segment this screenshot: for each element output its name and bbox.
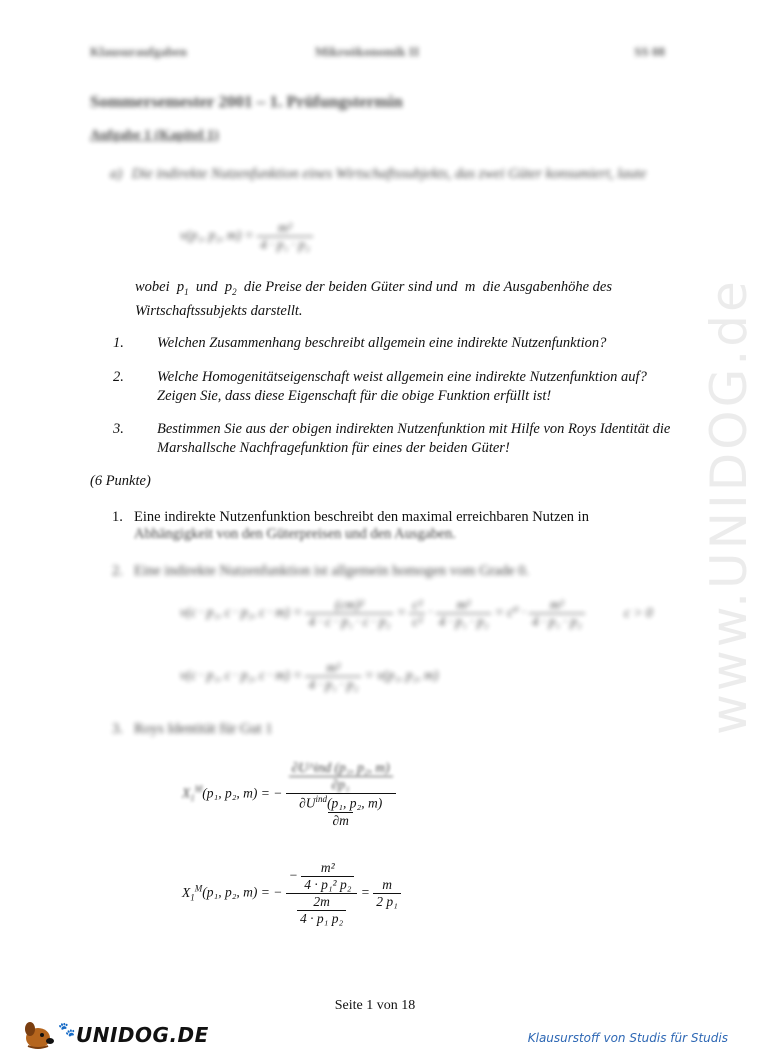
section-heading: Aufgabe 1 (Kapitel 1)	[90, 128, 219, 143]
watermark: www.UNIDOG.de	[700, 278, 758, 735]
question-2: 2. Welche Homogenitätseigenschaft weist allgemein eine indirekte Nutzenfunktion auf? Zeigen Sie, dass diese Eigenschaft für die obige Funktion erfüllt ist!	[113, 369, 647, 404]
roy-identity: $X_1^M(p_1$, p₂, m) = − $\frac{\text{∂U\textasciicircum{}ind (p₁, p₂, m)}}{\text{∂p₁}}$ $\partial U^{ind}(p_1$, p₂, m) ∂m	[182, 760, 396, 829]
paw-icon: 🐾	[58, 1023, 76, 1038]
dog-icon	[22, 1020, 56, 1050]
answer-2: 2. Eine indirekte Nutzenfunktion ist allgemein homogen vom Grade 0.	[112, 563, 530, 579]
points: (6 Punkte)	[90, 473, 151, 489]
utility-formula: v(p₁, p₂, m) = $\frac{\text{m²}}{\text{4 · p₁ · p₂}}$	[180, 220, 313, 253]
answer-1-line-2: Abhängigkeit von den Güterpreisen und den Ausgaben.	[134, 526, 456, 542]
page-title: Sommersemester 2001 – 1. Prüfungstermin	[90, 92, 403, 111]
answer-3: 3. Roys Identität für Gut 1	[112, 721, 273, 737]
homogeneity-formula: v(c · p₁, c · p₂, c · m) = $\frac{\text{(cm)²}}{\text{4 · c · p₁ · c · p₂}}$ = $\frac{\text{c²}}{\text{c²}}$ · $\frac{\text{m²}}{\text{4 · p₁ · p₂}}$ = c⁰ · $\frac{\text{m²}}{\text{4 · p₁ · p₂}}$ c > 0	[180, 597, 653, 629]
header-left: Klausuraufgaben	[90, 44, 187, 59]
question-1: 1. Welchen Zusammenhang beschreibt allgemein eine indirekte Nutzenfunktion?	[113, 335, 607, 351]
header-right: SS 08	[634, 44, 665, 59]
homogeneity-result: v(c · p₁, c · p₂, c · m) = $\frac{\text{m²}}{\text{4 · p₁ · p₂}}$ = v(p₁, p₂, m)	[180, 660, 439, 692]
footer-slogan: Klausurstoff von Studis für Studis	[527, 1031, 728, 1045]
header-center: Mikroökonomik II	[315, 44, 420, 59]
task-intro: a) Die indirekte Nutzenfunktion eines Wirtschaftssubjekts, das zwei Güter konsumiert, laute	[110, 166, 647, 182]
marshall-demand: $X_1^M(p_1$, p₂, m) = − − $\frac{\text{m²}}{\text{4 · p₁² p₂}}$ $\frac{2m}{\text{4 · p₁ p₂}}$ = $\frac{m}{\text{2 p₁}}$	[182, 860, 401, 927]
wobei-paragraph: wobei $p_1$ und $p_2$ die Preise der beiden Güter sind und m die Ausgabenhöhe des Wirtschaftssubjekts darstellt.	[135, 279, 612, 319]
logo-text: UNIDOG.DE	[76, 1023, 209, 1047]
answer-1: 1. Eine indirekte Nutzenfunktion beschreibt den maximal erreichbaren Nutzen in	[112, 509, 589, 525]
question-3: 3. Bestimmen Sie aus der obigen indirekten Nutzenfunktion mit Hilfe von Roys Identität die Marshallsche Nachfragefunktion für eines der beiden Güter!	[113, 421, 671, 456]
page-number: Seite 1 von 18	[334, 998, 416, 1013]
